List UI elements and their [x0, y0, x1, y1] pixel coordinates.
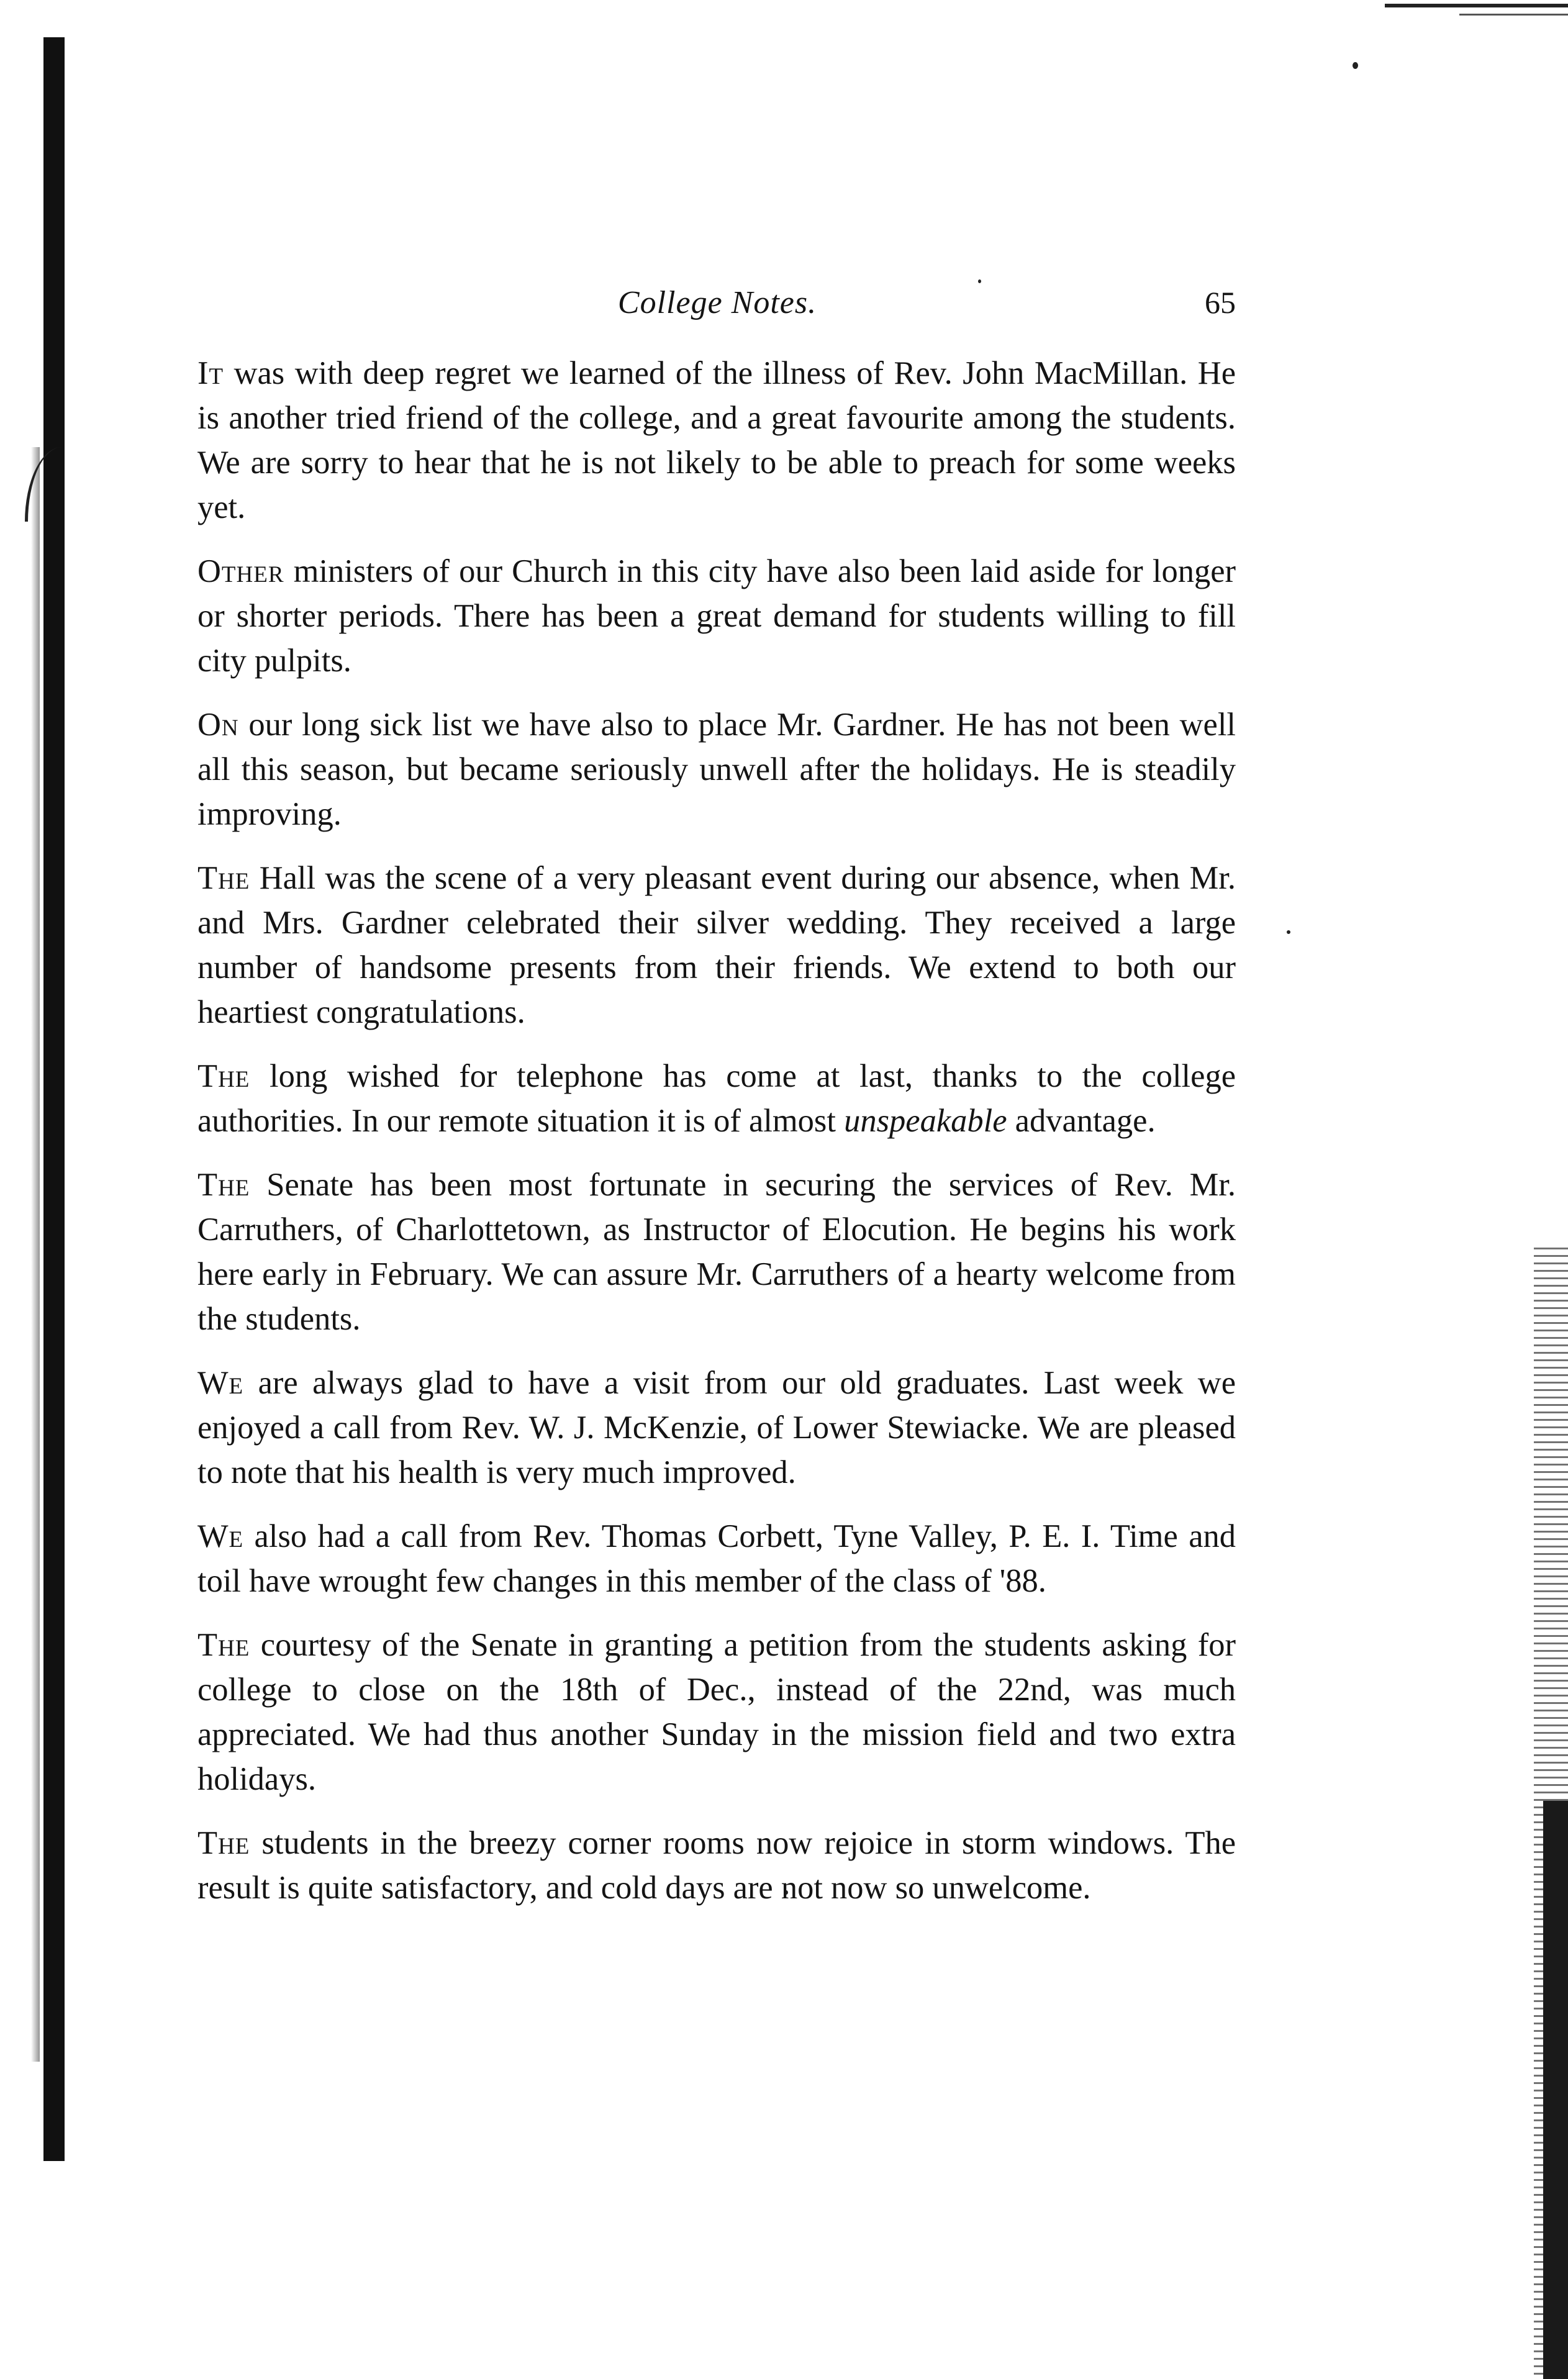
note-text: Senate has been most fortunate in securing the services of Rev. Mr. Carruthers, of Charlottetown, as Instructor of Elocution. He begins his work here early in February. We can assure Mr. Carruthers of a hearty welcome from the students. — [197, 1167, 1236, 1337]
note-paragraph — [197, 1821, 1236, 1910]
note-text: Hall was the scene of a very pleasant event during our absence, when Mr. and Mrs. Gardner celebrated their silver wedding. They received a large number of handsome presents from their friends. We extend to both our heartiest congratulations. — [197, 860, 1236, 1030]
note-paragraph — [197, 856, 1236, 1035]
ink-speck — [1287, 930, 1290, 934]
note-text: are always glad to have a visit from our old graduates. Last week we enjoyed a call from Rev. W. J. McKenzie, of Lower Stewiacke. We are pleased to note that his health is very much improved. — [197, 1365, 1236, 1490]
note-lead-word: We — [197, 1365, 244, 1401]
note-lead-word: The — [197, 1825, 250, 1861]
note-paragraph — [197, 351, 1236, 530]
note-paragraph — [197, 1361, 1236, 1495]
running-head — [199, 284, 1236, 328]
note-paragraph — [197, 1514, 1236, 1603]
note-paragraph — [197, 549, 1236, 683]
top-rule-secondary — [1459, 14, 1568, 16]
top-rule — [1385, 4, 1568, 7]
note-text: long wished for telephone has come at last, thanks to the college authorities. In our remote situation it is of almost — [197, 1058, 1236, 1139]
note-text: also had a call from Rev. Thomas Corbett, Tyne Valley, P. E. I. Time and toil have wrought few changes in this member of the class of '88. — [197, 1518, 1236, 1599]
page-stack-shadow — [1543, 1801, 1568, 2379]
running-title: College Notes. — [617, 285, 817, 320]
note-text: was with deep regret we learned of the illness of Rev. John MacMillan. He is another tried friend of the college, and a great favourite among the students. We are sorry to hear that he is not likely to be able to preach for some weeks yet. — [197, 355, 1236, 525]
note-text-tail: advantage. — [1007, 1103, 1156, 1139]
note-lead-word: The — [197, 860, 250, 896]
note-paragraph — [197, 702, 1236, 836]
note-lead-word: The — [197, 1627, 250, 1663]
note-text: students in the breezy corner rooms now rejoice in storm windows. The result is quite satisfactory, and cold days are not now so unwelcome. — [197, 1825, 1236, 1906]
note-lead-word: Other — [197, 553, 284, 589]
note-lead-word: On — [197, 707, 239, 743]
note-paragraph — [197, 1054, 1236, 1143]
note-text: our long sick list we have also to place Mr. Gardner. He has not been well all this season, but became seriously unwell after the holidays. He is steadily improving. — [197, 707, 1236, 832]
binding-edge — [43, 37, 65, 2161]
note-lead-word: We — [197, 1518, 244, 1554]
note-paragraph — [197, 1623, 1236, 1801]
note-lead-word: The — [197, 1058, 250, 1094]
note-paragraph — [197, 1162, 1236, 1341]
ink-speck — [978, 279, 981, 283]
note-text: courtesy of the Senate in granting a petition from the students asking for college to close on the 18th of Dec., instead of the 22nd, was much appreciated. We had thus another Sunday in the mission field and two extra holidays. — [197, 1627, 1236, 1797]
note-emphasis: unspeakable — [844, 1103, 1007, 1139]
page-number: 65 — [1205, 285, 1236, 320]
note-lead-word: The — [197, 1167, 250, 1203]
college-notes — [197, 351, 1236, 1929]
note-text: ministers of our Church in this city have also been laid aside for longer or shorter periods. There has been a great demand for students willing to fill city pulpits. — [197, 553, 1236, 679]
ink-speck — [1353, 62, 1358, 69]
note-lead-word: It — [197, 355, 224, 391]
binding-shadow — [31, 447, 40, 2062]
